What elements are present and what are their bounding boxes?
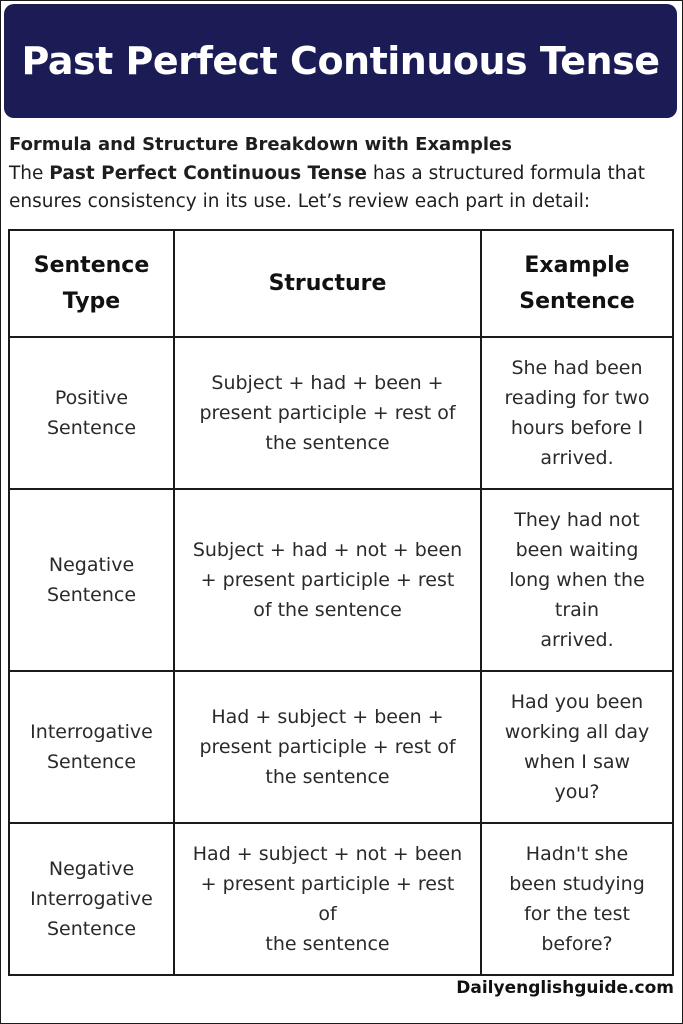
title-banner [4,4,677,118]
header-example-sentence: Example Sentence [481,230,673,337]
cell-structure: Had + subject + been + present participle + rest of the sentence [174,671,481,823]
cell-structure: Had + subject + not + been + present participle + rest of the sentence [174,823,481,975]
tense-table [8,229,674,976]
site-credit: Dailyenglishguide.com [456,978,674,998]
intro-text-after: has a structured formula that ensures consistency in its use. Let’s review each part in detail: [9,163,646,212]
intro-paragraph [9,160,677,216]
cell-structure: Subject + had + been + present participle + rest of the sentence [174,337,481,489]
cell-structure: Subject + had + not + been + present participle + rest of the sentence [174,489,481,671]
header-sentence-type: Sentence Type [9,230,174,337]
cell-sentence-type: Interrogative Sentence [9,671,174,823]
table-row [9,489,673,671]
page-title: Past Perfect Continuous Tense [21,39,660,83]
intro-text-before: The [9,163,50,184]
table-row [9,337,673,489]
header-structure: Structure [174,230,481,337]
intro-text-bold: Past Perfect Continuous Tense [49,163,367,184]
table-row [9,823,673,975]
cell-example: They had not been waiting long when the train arrived. [481,489,673,671]
cell-example: Hadn't she been studying for the test before? [481,823,673,975]
cell-example: She had been reading for two hours before I arrived. [481,337,673,489]
table-header-row [9,230,673,337]
cell-sentence-type: Negative Interrogative Sentence [9,823,174,975]
cell-sentence-type: Negative Sentence [9,489,174,671]
section-subheading: Formula and Structure Breakdown with Examples [9,134,512,155]
table-row [9,671,673,823]
cell-sentence-type: Positive Sentence [9,337,174,489]
cell-example: Had you been working all day when I saw you? [481,671,673,823]
